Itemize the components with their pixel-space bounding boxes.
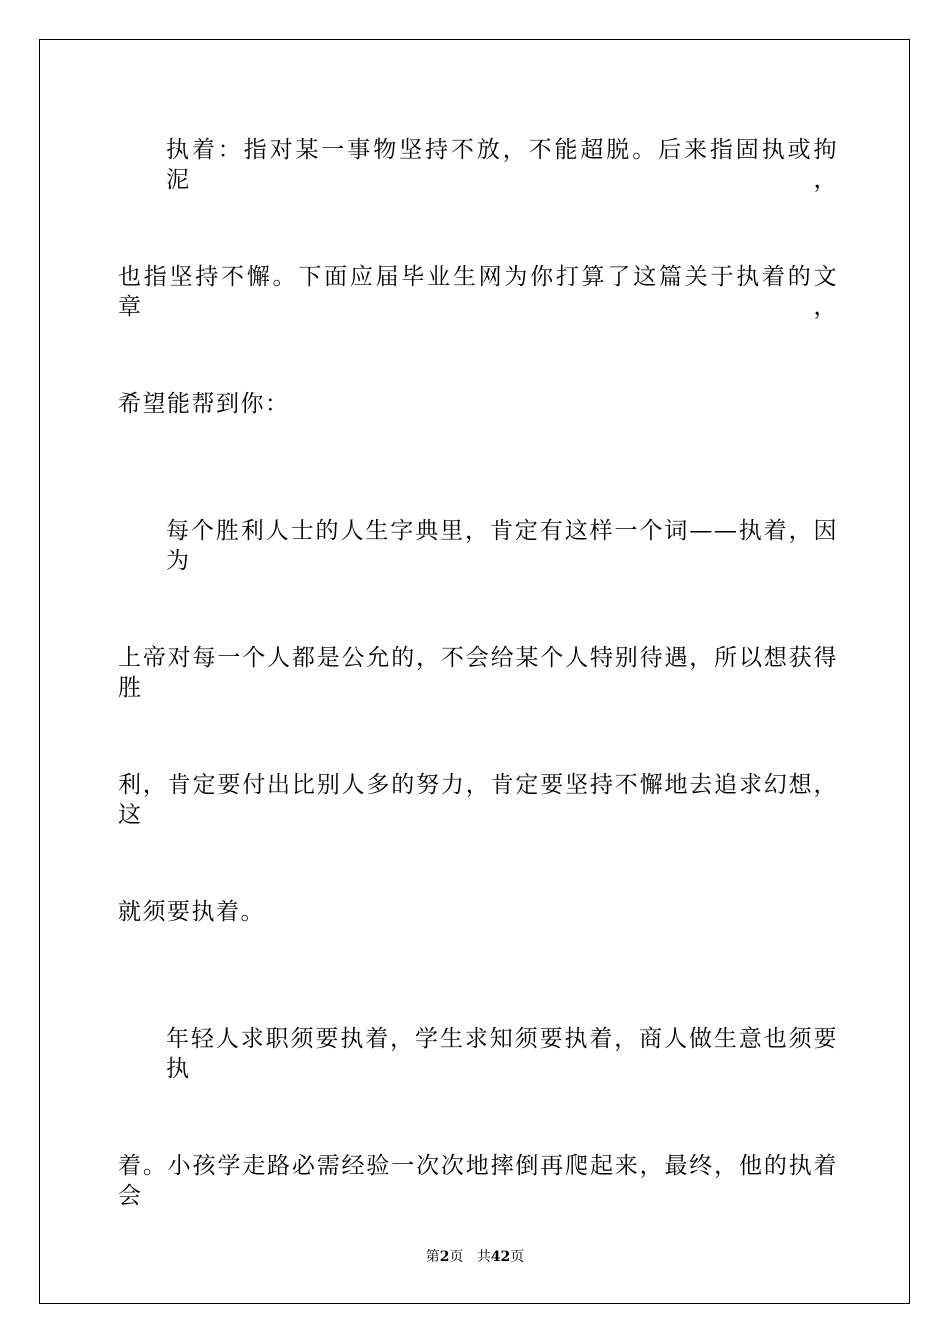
paragraph-2-line-1: 每个胜利人士的人生字典里，肯定有这样一个词——执着，因为	[166, 518, 838, 574]
paragraph-2-line-4: 就须要执着。	[118, 899, 265, 925]
page-label-prefix: 第	[425, 1249, 440, 1265]
total-label-prefix: 共	[476, 1249, 491, 1265]
paragraph-1-line-3: 希望能帮到你：	[118, 391, 290, 417]
paragraph-1-line-1: 执着：指对某一事物坚持不放，不能超脱。后来指固执或拘泥，	[166, 137, 838, 193]
paragraph-3-line-2: 着。小孩学走路必需经验一次次地摔倒再爬起来，最终，他的执着会	[118, 1153, 838, 1209]
paragraph-2-line-2: 上帝对每一个人都是公允的，不会给某个人特别待遇，所以想获得胜	[118, 645, 838, 701]
page-footer	[0, 1248, 950, 1266]
page-number: 2	[439, 1249, 450, 1265]
total-label-suffix: 页	[510, 1249, 525, 1265]
paragraph-2-line-3: 利，肯定要付出比别人多的努力，肯定要坚持不懈地去追求幻想，这	[118, 772, 838, 828]
page-label-suffix: 页	[449, 1249, 464, 1265]
paragraph-3-line-1: 年轻人求职须要执着，学生求知须要执着，商人做生意也须要执	[166, 1026, 838, 1082]
total-pages: 42	[490, 1249, 511, 1265]
paragraph-1-line-2: 也指坚持不懈。下面应届毕业生网为你打算了这篇关于执着的文章，	[118, 264, 838, 320]
